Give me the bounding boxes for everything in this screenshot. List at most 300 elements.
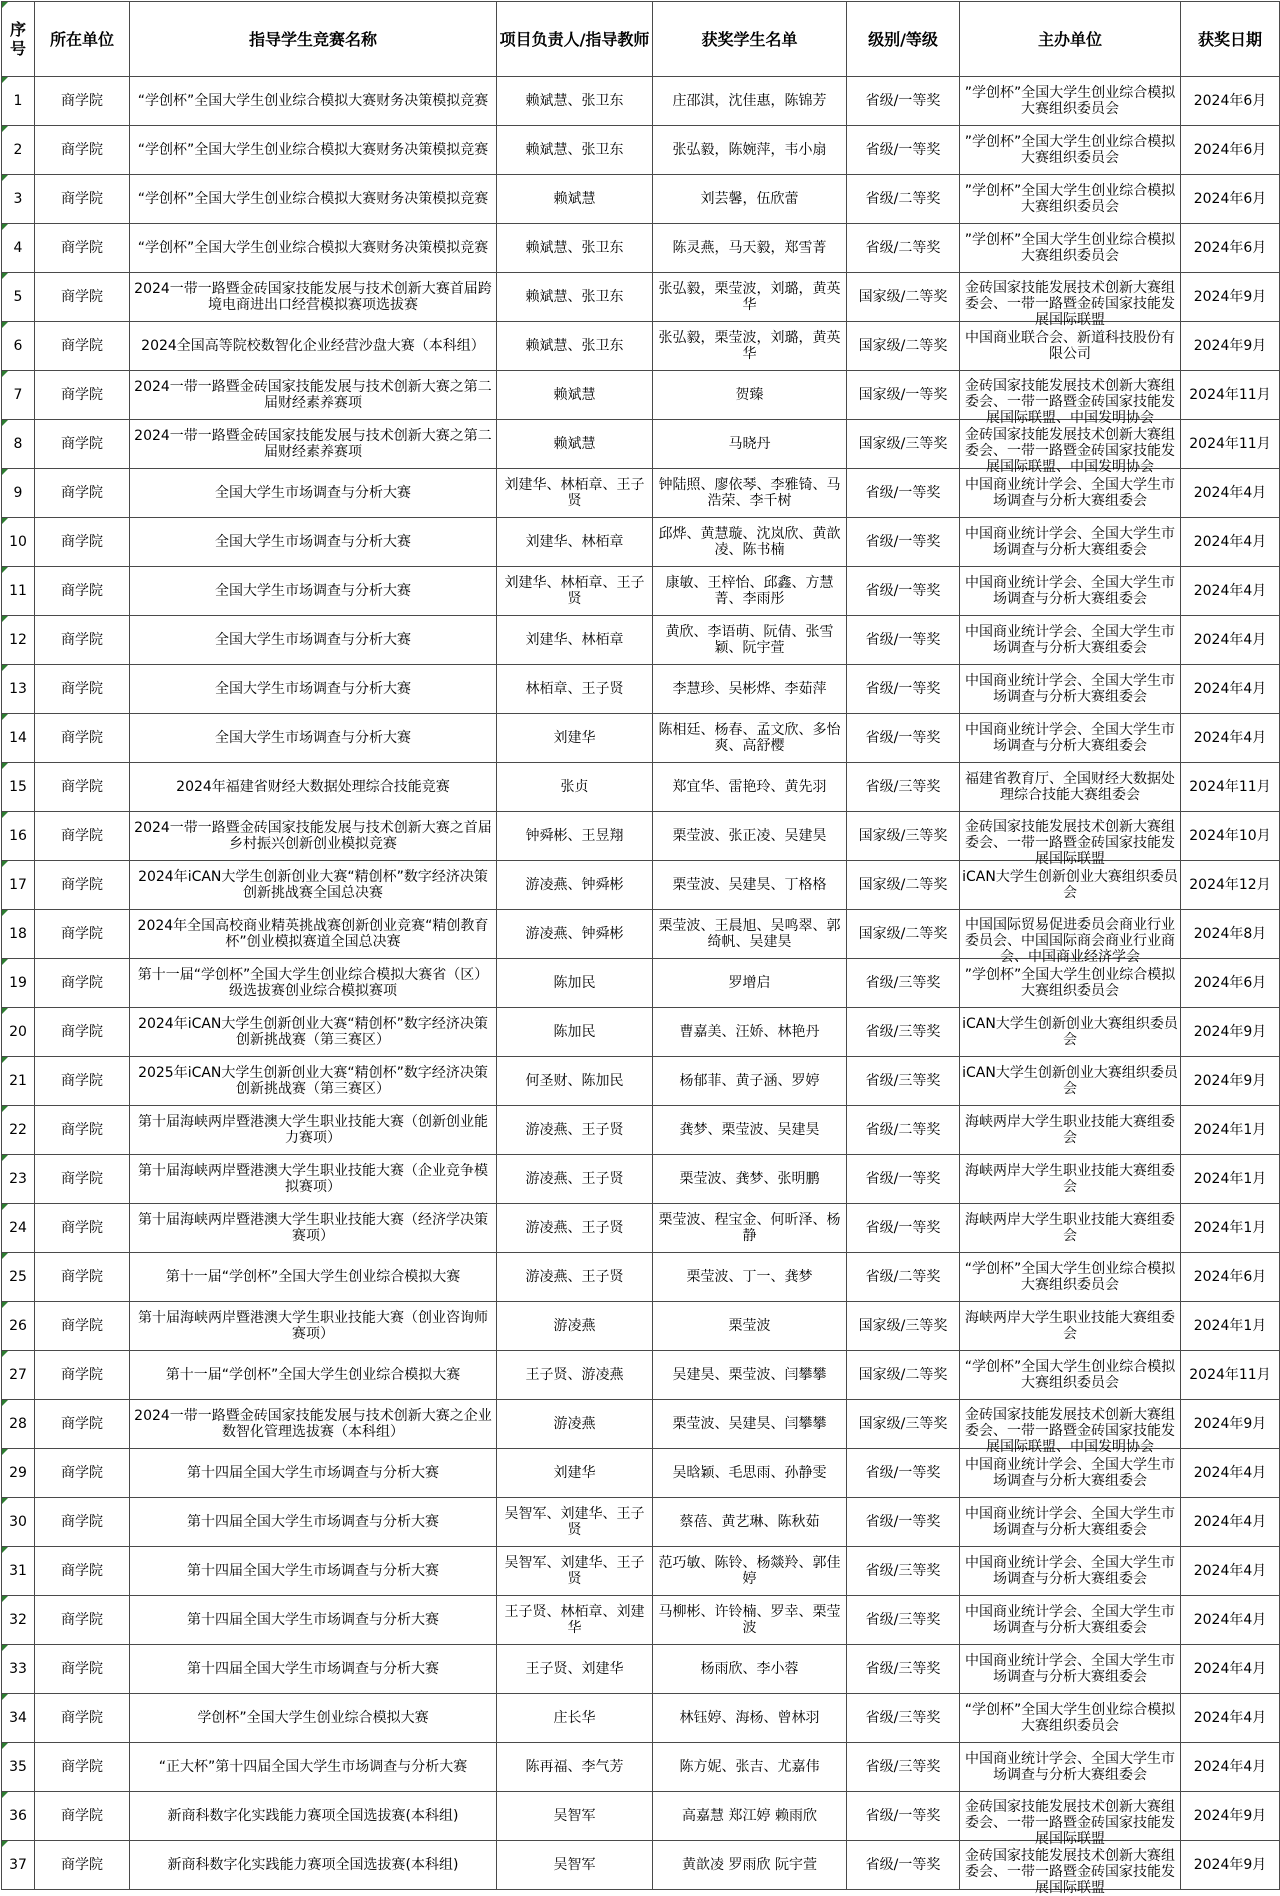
cell-competition	[130, 1057, 497, 1106]
cell-organizer	[960, 1204, 1181, 1253]
cell-level-text: 省级/一等奖	[865, 485, 941, 501]
cell-students-text: 黄歆凌 罗雨欣 阮宇萱	[682, 1857, 817, 1873]
cell-students-text: 栗莹波、龚梦、张明鹏	[679, 1171, 820, 1187]
cell-students	[653, 273, 847, 322]
cell-competition-text: 第十一届“学创杯”全国大学生创业综合模拟大赛	[165, 1367, 461, 1383]
cell-index	[2, 616, 35, 665]
cell-unit-text: 商学院	[61, 1122, 103, 1138]
cell-organizer	[960, 1694, 1181, 1743]
cell-index	[2, 322, 35, 371]
cell-index-text: 20	[9, 1024, 27, 1040]
cell-unit-text: 商学院	[61, 240, 103, 256]
cell-teacher	[497, 616, 653, 665]
cell-level	[847, 77, 960, 126]
table-row	[2, 1155, 1280, 1204]
cell-competition-text: 第十一届“学创杯”全国大学生创业综合模拟大赛省（区）级选拔赛创业综合模拟赛项	[137, 967, 489, 999]
cell-competition-text: 学创杯”全国大学生创业综合模拟大赛	[197, 1710, 429, 1726]
cell-students-text: 郑宜华、雷艳玲、黄先羽	[672, 779, 827, 795]
table-row	[2, 1008, 1280, 1057]
cell-organizer	[960, 224, 1181, 273]
cell-teacher	[497, 224, 653, 273]
cell-level-text: 国家级/三等奖	[858, 436, 948, 452]
table-row	[2, 1057, 1280, 1106]
cell-organizer-text: 海峡两岸大学生职业技能大赛组委会	[965, 1310, 1175, 1342]
cell-teacher	[497, 518, 653, 567]
cell-students-text: 杨郁菲、黄子涵、罗婷	[679, 1073, 820, 1089]
cell-level-text: 国家级/三等奖	[858, 1416, 948, 1432]
cell-organizer	[960, 1792, 1181, 1847]
cell-teacher-text: 吴智军	[553, 1808, 596, 1824]
cell-unit-text: 商学院	[61, 975, 103, 991]
cell-competition-text: “学创杯”全国大学生创业综合模拟大赛财务决策模拟竞赛	[137, 142, 489, 158]
cell-index-text: 36	[9, 1808, 27, 1824]
cell-students-text: 马晓丹	[728, 436, 771, 452]
cell-date	[1181, 1645, 1280, 1694]
cell-organizer-text: 中国商业统计学会、全国大学生市场调查与分析大赛组委会	[965, 1604, 1175, 1636]
cell-index	[2, 1743, 35, 1792]
table-row	[2, 1694, 1280, 1743]
cell-date	[1181, 910, 1280, 959]
cell-competition	[130, 1008, 497, 1057]
cell-date	[1181, 1106, 1280, 1155]
cell-date-text: 2024年4月	[1193, 1514, 1267, 1530]
cell-organizer	[960, 861, 1181, 910]
cell-teacher-text: 刘建华、林栢章、王子贤	[504, 477, 645, 509]
cell-teacher-text: 赖斌慧	[553, 436, 596, 452]
cell-unit-text: 商学院	[61, 1367, 103, 1383]
cell-teacher-text: 王子贤、刘建华	[525, 1661, 624, 1677]
cell-unit	[35, 1841, 130, 1890]
cell-level	[847, 1547, 960, 1596]
cell-organizer	[960, 959, 1181, 1008]
cell-level	[847, 1645, 960, 1694]
cell-students	[653, 322, 847, 371]
cell-organizer-text: ”学创杯”全国大学生创业综合模拟大赛组织委员会	[964, 85, 1176, 117]
cell-organizer	[960, 1547, 1181, 1596]
cell-level	[847, 616, 960, 665]
header-level: 级别/等级	[847, 2, 960, 77]
cell-unit-text: 商学院	[61, 1612, 103, 1628]
table-row	[2, 1841, 1280, 1890]
cell-level	[847, 371, 960, 420]
cell-unit	[35, 126, 130, 175]
cell-unit-text: 商学院	[61, 289, 103, 305]
cell-index-text: 17	[9, 877, 27, 893]
cell-organizer-text: 金砖国家技能发展技术创新大赛组委会、一带一路暨金砖国家技能发展国际联盟	[965, 1799, 1175, 1847]
cell-organizer-text: ”学创杯”全国大学生创业综合模拟大赛组织委员会	[964, 183, 1176, 215]
cell-competition	[130, 420, 497, 469]
cell-unit	[35, 714, 130, 763]
cell-date	[1181, 469, 1280, 518]
cell-competition	[130, 1547, 497, 1596]
table-row	[2, 1498, 1280, 1547]
cell-level-text: 省级/一等奖	[865, 1514, 941, 1530]
cell-students	[653, 861, 847, 910]
cell-competition-text: 第十届海峡两岸暨港澳大学生职业技能大赛（创新创业能力赛项）	[138, 1114, 488, 1146]
cell-level-text: 省级/一等奖	[865, 730, 941, 746]
cell-teacher-text: 何圣财、陈加民	[525, 1073, 624, 1089]
cell-competition-text: 2024年福建省财经大数据处理综合技能竞赛	[176, 779, 450, 795]
cell-organizer	[960, 1596, 1181, 1645]
cell-unit-text: 商学院	[61, 338, 103, 354]
cell-organizer	[960, 1449, 1181, 1498]
cell-index	[2, 1253, 35, 1302]
cell-date	[1181, 224, 1280, 273]
cell-index-text: 6	[13, 338, 23, 354]
cell-date	[1181, 1694, 1280, 1743]
cell-level-text: 省级/一等奖	[865, 142, 941, 158]
cell-students-text: 曹嘉美、汪娇、林艳丹	[679, 1024, 820, 1040]
table-row	[2, 371, 1280, 420]
cell-unit	[35, 1351, 130, 1400]
cell-unit-text: 商学院	[61, 1073, 103, 1089]
cell-unit-text: 商学院	[61, 436, 103, 452]
cell-teacher-text: 游凌燕、王子贤	[525, 1220, 624, 1236]
cell-students	[653, 469, 847, 518]
cell-level-text: 省级/二等奖	[865, 191, 941, 207]
cell-competition	[130, 1253, 497, 1302]
cell-competition	[130, 910, 497, 959]
cell-index-text: 21	[9, 1073, 27, 1089]
table-row	[2, 1547, 1280, 1596]
cell-teacher-text: 游凌燕、钟舜彬	[525, 926, 624, 942]
cell-teacher	[497, 175, 653, 224]
cell-competition	[130, 1106, 497, 1155]
cell-index	[2, 1351, 35, 1400]
cell-unit	[35, 1694, 130, 1743]
cell-students	[653, 1057, 847, 1106]
cell-date	[1181, 126, 1280, 175]
cell-competition-text: 2024一带一路暨金砖国家技能发展与技术创新大赛之第二届财经素养赛项	[134, 379, 492, 411]
table-row	[2, 1253, 1280, 1302]
cell-organizer-text: 中国商业统计学会、全国大学生市场调查与分析大赛组委会	[965, 722, 1175, 754]
cell-index	[2, 665, 35, 714]
cell-level-text: 省级/三等奖	[865, 975, 941, 991]
cell-competition	[130, 616, 497, 665]
cell-students	[653, 1645, 847, 1694]
cell-level	[847, 959, 960, 1008]
cell-unit	[35, 861, 130, 910]
cell-index-text: 35	[9, 1759, 27, 1775]
cell-students-text: 康敏、王梓怡、邱鑫、方慧菁、李雨彤	[665, 575, 834, 607]
cell-index	[2, 1694, 35, 1743]
cell-organizer	[960, 1645, 1181, 1694]
cell-unit	[35, 1302, 130, 1351]
header-competition: 指导学生竞赛名称	[130, 2, 497, 77]
cell-date-text: 2024年4月	[1193, 1563, 1267, 1579]
cell-level	[847, 1400, 960, 1449]
cell-date-text: 2024年6月	[1193, 142, 1267, 158]
cell-competition-text: 第十四届全国大学生市场调查与分析大赛	[187, 1563, 439, 1579]
cell-date-text: 2024年9月	[1193, 1416, 1267, 1432]
cell-teacher-text: 游凌燕、王子贤	[525, 1171, 624, 1187]
cell-competition-text: 第十四届全国大学生市场调查与分析大赛	[187, 1514, 439, 1530]
cell-students	[653, 420, 847, 469]
cell-competition-text: 2024全国高等院校数智化企业经营沙盘大赛（本科组）	[141, 338, 485, 354]
cell-organizer-text: 海峡两岸大学生职业技能大赛组委会	[965, 1212, 1175, 1244]
cell-index-text: 4	[13, 240, 23, 256]
cell-level-text: 省级/二等奖	[865, 1122, 941, 1138]
cell-competition	[130, 567, 497, 616]
cell-competition	[130, 1694, 497, 1743]
cell-index	[2, 763, 35, 812]
cell-students-text: 蔡蓓、黄艺琳、陈秋茹	[679, 1514, 820, 1530]
cell-level	[847, 1694, 960, 1743]
cell-date	[1181, 518, 1280, 567]
cell-date	[1181, 175, 1280, 224]
cell-date-text: 2024年4月	[1193, 1465, 1267, 1481]
cell-organizer-text: 中国商业统计学会、全国大学生市场调查与分析大赛组委会	[965, 477, 1175, 509]
cell-unit-text: 商学院	[61, 926, 103, 942]
cell-index-text: 34	[9, 1710, 27, 1726]
cell-teacher-text: 吴智军、刘建华、王子贤	[504, 1555, 645, 1587]
table-row	[2, 1743, 1280, 1792]
cell-competition-text: 2024一带一路暨金砖国家技能发展与技术创新大赛之首届乡村振兴创新创业模拟竞赛	[134, 820, 492, 852]
cell-teacher	[497, 1498, 653, 1547]
cell-date	[1181, 1547, 1280, 1596]
cell-competition-text: 新商科数字化实践能力赛项全国选拔赛(本科组)	[167, 1857, 459, 1873]
cell-students-text: 栗莹波、丁一、龚梦	[686, 1269, 813, 1285]
cell-organizer-text: 金砖国家技能发展技术创新大赛组委会、一带一路暨金砖国家技能发展国际联盟、中国发明协会	[965, 1407, 1175, 1455]
cell-date-text: 2024年4月	[1193, 534, 1267, 550]
cell-teacher-text: 刘建华、林栢章	[525, 534, 624, 550]
cell-students	[653, 224, 847, 273]
cell-organizer-text: 中国商业统计学会、全国大学生市场调查与分析大赛组委会	[965, 1506, 1175, 1538]
cell-teacher-text: 游凌燕	[553, 1416, 596, 1432]
cell-students	[653, 175, 847, 224]
cell-level-text: 省级/一等奖	[865, 1465, 941, 1481]
cell-teacher-text: 钟舜彬、王昱翔	[525, 828, 624, 844]
cell-students	[653, 763, 847, 812]
table-row	[2, 1106, 1280, 1155]
cell-date	[1181, 420, 1280, 469]
cell-date-text: 2024年4月	[1193, 1612, 1267, 1628]
cell-organizer-text: 中国商业统计学会、全国大学生市场调查与分析大赛组委会	[965, 1555, 1175, 1587]
cell-unit-text: 商学院	[61, 1563, 103, 1579]
cell-date-text: 2024年12月	[1189, 877, 1271, 893]
cell-teacher	[497, 469, 653, 518]
cell-unit-text: 商学院	[61, 1661, 103, 1677]
cell-teacher	[497, 1057, 653, 1106]
cell-students	[653, 126, 847, 175]
cell-unit-text: 商学院	[61, 828, 103, 844]
cell-level	[847, 567, 960, 616]
cell-competition-text: 新商科数字化实践能力赛项全国选拔赛(本科组)	[167, 1808, 459, 1824]
cell-date	[1181, 1008, 1280, 1057]
cell-competition-text: 全国大学生市场调查与分析大赛	[215, 583, 411, 599]
cell-unit-text: 商学院	[61, 1857, 103, 1873]
cell-level	[847, 1106, 960, 1155]
cell-unit-text: 商学院	[61, 1759, 103, 1775]
cell-competition	[130, 959, 497, 1008]
cell-index	[2, 518, 35, 567]
cell-competition	[130, 224, 497, 273]
cell-organizer-text: “学创杯”全国大学生创业综合模拟大赛组织委员会	[964, 1702, 1176, 1734]
cell-index	[2, 959, 35, 1008]
cell-students	[653, 812, 847, 861]
cell-organizer-text: 金砖国家技能发展技术创新大赛组委会、一带一路暨金砖国家技能发展国际联盟、中国发明协会	[965, 378, 1175, 426]
table-row	[2, 1351, 1280, 1400]
cell-index-text: 13	[9, 681, 27, 697]
cell-organizer-text: iCAN大学生创新创业大赛组织委员会	[962, 1065, 1178, 1097]
cell-date	[1181, 1302, 1280, 1351]
cell-index-text: 24	[9, 1220, 27, 1236]
header-date: 获奖日期	[1181, 2, 1280, 77]
cell-competition	[130, 1645, 497, 1694]
cell-level	[847, 273, 960, 322]
cell-organizer	[960, 910, 1181, 965]
cell-unit-text: 商学院	[61, 1269, 103, 1285]
cell-organizer	[960, 1008, 1181, 1057]
cell-teacher	[497, 1792, 653, 1841]
cell-date	[1181, 1204, 1280, 1253]
cell-competition	[130, 1204, 497, 1253]
cell-organizer	[960, 273, 1181, 328]
cell-index-text: 1	[13, 93, 23, 109]
cell-index	[2, 714, 35, 763]
cell-organizer-text: 中国商业统计学会、全国大学生市场调查与分析大赛组委会	[965, 1457, 1175, 1489]
cell-teacher	[497, 1841, 653, 1890]
cell-date	[1181, 1155, 1280, 1204]
cell-date-text: 2024年10月	[1189, 828, 1271, 844]
cell-level-text: 国家级/二等奖	[858, 1367, 948, 1383]
cell-level	[847, 1253, 960, 1302]
cell-students	[653, 1498, 847, 1547]
cell-competition-text: 全国大学生市场调查与分析大赛	[215, 681, 411, 697]
cell-date-text: 2024年4月	[1193, 485, 1267, 501]
cell-competition-text: 2024一带一路暨金砖国家技能发展与技术创新大赛之企业数智化管理选拔赛（本科组）	[134, 1408, 492, 1440]
cell-organizer	[960, 175, 1181, 224]
cell-date-text: 2024年11月	[1189, 1367, 1271, 1383]
cell-date-text: 2024年4月	[1193, 730, 1267, 746]
cell-unit-text: 商学院	[61, 632, 103, 648]
cell-date	[1181, 322, 1280, 371]
cell-organizer-text: iCAN大学生创新创业大赛组织委员会	[962, 1016, 1178, 1048]
cell-competition	[130, 1302, 497, 1351]
cell-students	[653, 1106, 847, 1155]
cell-teacher-text: 刘建华	[553, 730, 596, 746]
cell-date	[1181, 77, 1280, 126]
cell-teacher-text: 赖斌慧、张卫东	[525, 289, 624, 305]
cell-level-text: 省级/一等奖	[865, 1808, 941, 1824]
cell-date-text: 2024年11月	[1189, 436, 1271, 452]
table-row	[2, 616, 1280, 665]
cell-teacher	[497, 1400, 653, 1449]
header-teacher: 项目负责人/指导教师	[497, 2, 653, 77]
cell-index-text: 30	[9, 1514, 27, 1530]
cell-date-text: 2024年4月	[1193, 681, 1267, 697]
cell-organizer	[960, 1057, 1181, 1106]
cell-unit-text: 商学院	[61, 142, 103, 158]
cell-unit	[35, 175, 130, 224]
cell-competition	[130, 1155, 497, 1204]
cell-level-text: 省级/一等奖	[865, 583, 941, 599]
cell-teacher	[497, 1302, 653, 1351]
cell-unit	[35, 1596, 130, 1645]
cell-index	[2, 812, 35, 861]
cell-competition-text: “学创杯”全国大学生创业综合模拟大赛财务决策模拟竞赛	[137, 191, 489, 207]
cell-competition-text: 第十届海峡两岸暨港澳大学生职业技能大赛（创业咨询师赛项）	[138, 1310, 488, 1342]
cell-date	[1181, 1792, 1280, 1841]
cell-level	[847, 1057, 960, 1106]
cell-organizer	[960, 616, 1181, 665]
cell-date-text: 2024年4月	[1193, 632, 1267, 648]
cell-teacher	[497, 861, 653, 910]
cell-index-text: 18	[9, 926, 27, 942]
cell-level-text: 省级/一等奖	[865, 534, 941, 550]
cell-index-text: 14	[9, 730, 27, 746]
cell-students	[653, 1596, 847, 1645]
cell-teacher	[497, 77, 653, 126]
cell-teacher	[497, 1008, 653, 1057]
cell-index-text: 3	[13, 191, 23, 207]
cell-organizer-text: 中国商业统计学会、全国大学生市场调查与分析大赛组委会	[965, 1751, 1175, 1783]
cell-index-text: 15	[9, 779, 27, 795]
cell-level	[847, 224, 960, 273]
cell-index	[2, 420, 35, 469]
cell-organizer-text: iCAN大学生创新创业大赛组织委员会	[962, 869, 1178, 901]
cell-competition	[130, 273, 497, 322]
cell-organizer	[960, 714, 1181, 763]
cell-organizer	[960, 469, 1181, 518]
cell-teacher	[497, 273, 653, 322]
cell-students-text: 吴晗颖、毛思雨、孙静雯	[672, 1465, 827, 1481]
cell-level	[847, 1498, 960, 1547]
cell-teacher-text: 吴智军、刘建华、王子贤	[504, 1506, 645, 1538]
cell-competition-text: 2025年iCAN大学生创新创业大赛“精创杯”数字经济决策创新挑战赛（第三赛区）	[138, 1065, 488, 1097]
cell-unit	[35, 1645, 130, 1694]
cell-students-text: 张弘毅，陈婉萍，韦小扇	[672, 142, 827, 158]
cell-date	[1181, 1449, 1280, 1498]
table-row	[2, 175, 1280, 224]
cell-level-text: 省级/三等奖	[865, 1073, 941, 1089]
cell-organizer-text: ”学创杯”全国大学生创业综合模拟大赛组织委员会	[964, 134, 1176, 166]
cell-level	[847, 1841, 960, 1890]
cell-competition-text: “正大杯”第十四届全国大学生市场调查与分析大赛	[158, 1759, 468, 1775]
cell-date	[1181, 665, 1280, 714]
cell-students	[653, 1155, 847, 1204]
cell-organizer-text: 中国商业统计学会、全国大学生市场调查与分析大赛组委会	[965, 624, 1175, 656]
cell-index-text: 7	[13, 387, 23, 403]
table-row	[2, 420, 1280, 469]
cell-organizer-text: 福建省教育厅、全国财经大数据处理综合技能大赛组委会	[965, 771, 1175, 803]
cell-level	[847, 1204, 960, 1253]
cell-index-text: 37	[9, 1857, 27, 1873]
cell-level-text: 省级/一等奖	[865, 1857, 941, 1873]
cell-students	[653, 1547, 847, 1596]
cell-students-text: 钟陆照、廖依琴、李雅锜、马浩荣、李千树	[658, 477, 841, 509]
cell-date	[1181, 1253, 1280, 1302]
cell-unit	[35, 469, 130, 518]
cell-competition-text: 第十届海峡两岸暨港澳大学生职业技能大赛（企业竞争模拟赛项）	[138, 1163, 488, 1195]
table-row	[2, 1204, 1280, 1253]
cell-students	[653, 77, 847, 126]
cell-teacher	[497, 1106, 653, 1155]
table-row	[2, 1596, 1280, 1645]
cell-students-text: 龚梦、栗莹波、吴建昊	[679, 1122, 820, 1138]
cell-index	[2, 1204, 35, 1253]
cell-date	[1181, 1841, 1280, 1890]
cell-unit-text: 商学院	[61, 1171, 103, 1187]
cell-index	[2, 1106, 35, 1155]
cell-level	[847, 420, 960, 469]
cell-level-text: 省级/三等奖	[865, 1759, 941, 1775]
cell-organizer-text: 中国商业联合会、新道科技股份有限公司	[965, 330, 1175, 362]
cell-index	[2, 1057, 35, 1106]
cell-date	[1181, 959, 1280, 1008]
cell-competition-text: 第十四届全国大学生市场调查与分析大赛	[187, 1612, 439, 1628]
cell-index-text: 2	[13, 142, 23, 158]
